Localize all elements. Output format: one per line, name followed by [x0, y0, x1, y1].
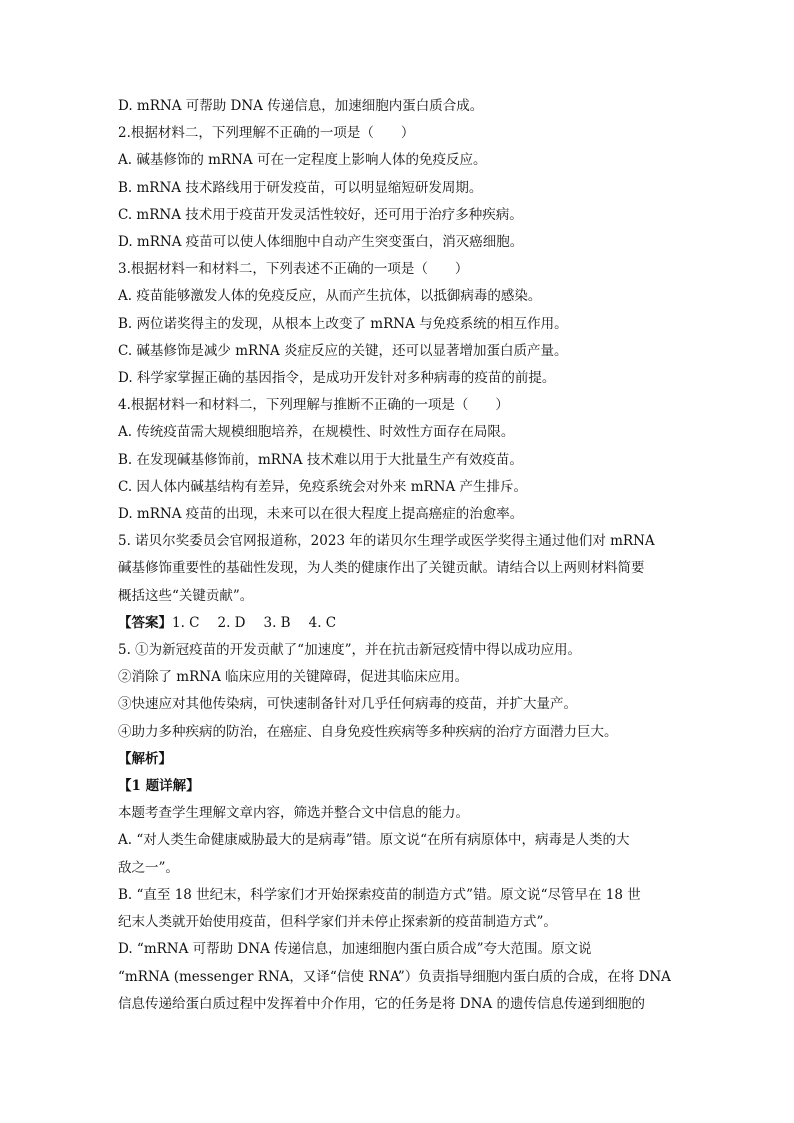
analysis-b-line-2: 纪末人类就开始使用疫苗，但科学家们并未停止探索新的疫苗制造方式”。 [118, 914, 557, 931]
answer-5-point-3: ③快速应对其他传染病，可快速制备针对几乎任何病毒的疫苗，并扩大量产。 [118, 696, 577, 713]
analysis-b-line-1: B. “直至 18 世纪末，科学家们才开始探索疫苗的制造方式”错。原文说“尽管早在 18 世 [118, 886, 641, 903]
option-d-q4: D. mRNA 疫苗的出现，未来可以在很大程度上提高癌症的治愈率。 [118, 506, 524, 523]
answer-1: 1. C [172, 614, 200, 631]
q1-detail-heading: 【1 题详解】 [118, 778, 200, 795]
option-a-q2: A. 碱基修饰的 mRNA 可在一定程度上影响人体的免疫反应。 [118, 152, 487, 169]
answer-5-point-4: ④助力多种疾病的防治，在癌症、自身免疫性疾病等多种疾病的治疗方面潜力巨大。 [118, 723, 618, 740]
option-c-q4: C. 因人体内碱基结构有差异，免疫系统会对外来 mRNA 产生排斥。 [118, 478, 528, 495]
analysis-heading: 【解析】 [118, 750, 172, 767]
answer-3: 3. B [263, 614, 291, 631]
option-d-q3: D. 科学家掌握正确的基因指令，是成功开发针对多种病毒的疫苗的前提。 [118, 370, 556, 387]
answer-4: 4. C [308, 614, 337, 631]
answer-2: 2. D [217, 614, 246, 631]
answer-5-point-1: 5. ①为新冠疫苗的开发贡献了“加速度”，并在抗击新冠疫情中得以成功应用。 [118, 642, 581, 659]
analysis-d-line-1: D. “mRNA 可帮助 DNA 传递信息，加速细胞内蛋白质合成”夸大范围。原文说 [118, 941, 592, 958]
option-b-q3: B. 两位诺奖得主的发现，从根本上改变了 mRNA 与免疫系统的相互作用。 [118, 315, 568, 332]
option-b-q2: B. mRNA 技术路线用于研发疫苗，可以明显缩短研发周期。 [118, 179, 483, 196]
answer-5-point-2: ②消除了 mRNA 临床应用的关键障碍，促进其临床应用。 [118, 669, 469, 686]
option-c-q3: C. 碱基修饰是减少 mRNA 炎症反应的关键，还可以显著增加蛋白质产量。 [118, 342, 568, 359]
answer-key-line [118, 610, 678, 637]
analysis-d-line-2: “mRNA (messenger RNA，又译“信使 RNA”）负责指导细胞内蛋白质的合成，在将 DNA [118, 968, 671, 985]
question-2: 2.根据材料二，下列理解不正确的一项是（ ） [118, 125, 415, 142]
question-5-line-2: 碱基修饰重要性的基础性发现，为人类的健康作出了关键贡献。请结合以上两则材料简要 [118, 560, 645, 577]
option-c-q2: C. mRNA 技术用于疫苗开发灵活性较好，还可用于治疗多种疾病。 [118, 206, 523, 223]
answer-label: 【答案】 [118, 614, 172, 631]
option-d-q1: D. mRNA 可帮助 DNA 传递信息，加速细胞内蛋白质合成。 [118, 98, 484, 114]
question-3: 3.根据材料一和材料二，下列表述不正确的一项是（ ） [118, 261, 469, 278]
analysis-d-line-3: 信息传递给蛋白质过程中发挥着中介作用，它的任务是将 DNA 的遗传信息传递到细胞的 [118, 995, 645, 1012]
question-5-line-1: 5. 诺贝尔奖委员会官网报道称，2023 年的诺贝尔生理学或医学奖得主通过他们对 mRNA [118, 533, 655, 550]
analysis-a-line-2: 敌之一”。 [118, 859, 179, 876]
analysis-a-line-1: A. “对人类生命健康威胁最大的是病毒”错。原文说“在所有病原体中，病毒是人类的大 [118, 832, 630, 849]
option-a-q3: A. 疫苗能够激发人体的免疫反应，从而产生抗体，以抵御病毒的感染。 [118, 288, 542, 305]
document-page [118, 93, 678, 1018]
option-d-q2: D. mRNA 疫苗可以使人体细胞中自动产生突变蛋白，消灭癌细胞。 [118, 234, 524, 251]
question-5-line-3: 概括这些“关键贡献”。 [118, 587, 254, 604]
question-4: 4.根据材料一和材料二，下列理解与推断不正确的一项是（ ） [118, 397, 509, 414]
option-a-q4: A. 传统疫苗需大规模细胞培养，在规模性、时效性方面存在局限。 [118, 424, 515, 441]
option-b-q4: B. 在发现碱基修饰前，mRNA 技术难以用于大批量生产有效疫苗。 [118, 451, 523, 468]
analysis-intro: 本题考查学生理解文章内容，筛选并整合文中信息的能力。 [118, 805, 469, 822]
